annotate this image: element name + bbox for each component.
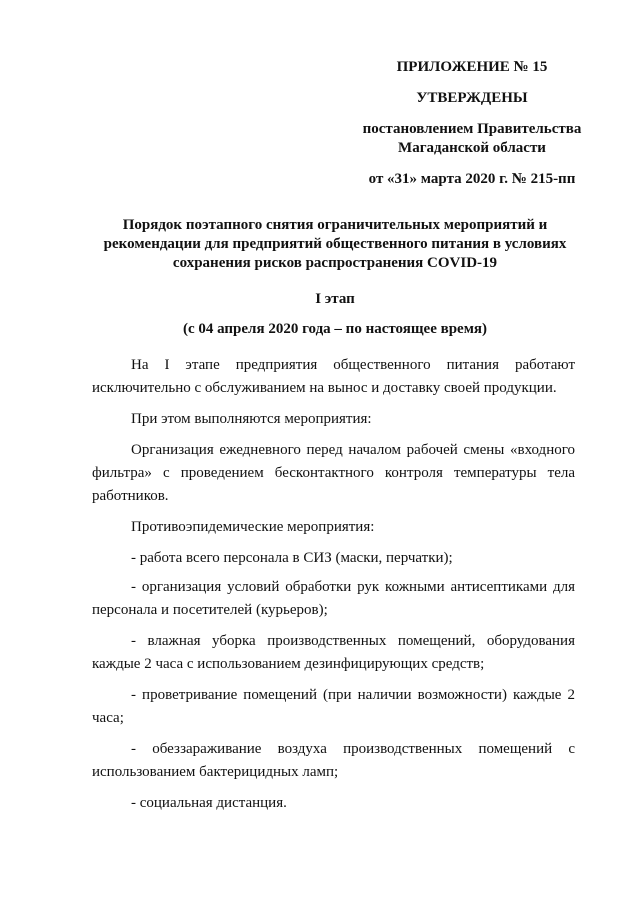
stage-period: (с 04 апреля 2020 года – по настоящее время) <box>182 321 488 337</box>
list-item-air-disinfection: - обеззараживание воздуха производственных помещений с использованием бактерицидных ламп; <box>92 741 575 780</box>
list-item-wet-cleaning: - влажная уборка производственных помещений, оборудования каждые 2 часа с использованием дезинфицирующих средств; <box>92 633 575 672</box>
document-title: Порядок поэтапного снятия ограничительных мероприятий и рекомендации для предприятий общественного питания в условиях сохранения рисков распространения COVID-19 <box>103 217 567 271</box>
paragraph-intro: На I этапе предприятия общественного питания работают исключительно с обслуживанием на вынос и доставку своей продукции. <box>92 357 575 396</box>
list-item-ventilation: - проветривание помещений (при наличии возможности) каждые 2 часа; <box>92 687 575 726</box>
paragraph-measures-intro: При этом выполняются мероприятия: <box>131 411 372 427</box>
list-item-ppe: - работа всего персонала в СИЗ (маски, перчатки); <box>131 550 453 566</box>
body-text <box>92 354 575 823</box>
approved-label: УТВЕРЖДЕНЫ <box>416 90 528 106</box>
resolution-date: от «31» марта 2020 г. № 215-пп <box>368 171 576 187</box>
stage-heading <box>90 290 580 339</box>
list-item-hand-sanitizing: - организация условий обработки рук кожными антисептиками для персонала и посетителей (курьеров); <box>92 579 575 618</box>
list-item-social-distance: - социальная дистанция. <box>131 795 287 811</box>
paragraph-antiepidemic-heading: Противоэпидемические мероприятия: <box>131 519 375 535</box>
stage-name: I этап <box>315 291 355 307</box>
paragraph-entry-filter: Организация ежедневного перед началом рабочей смены «входного фильтра» с проведением бесконтактного контроля температуры тела работников. <box>92 442 575 504</box>
approval-block <box>352 58 592 189</box>
appendix-number: ПРИЛОЖЕНИЕ № 15 <box>396 59 548 75</box>
resolution-reference: постановлением Правительства Магаданской области <box>362 121 582 156</box>
